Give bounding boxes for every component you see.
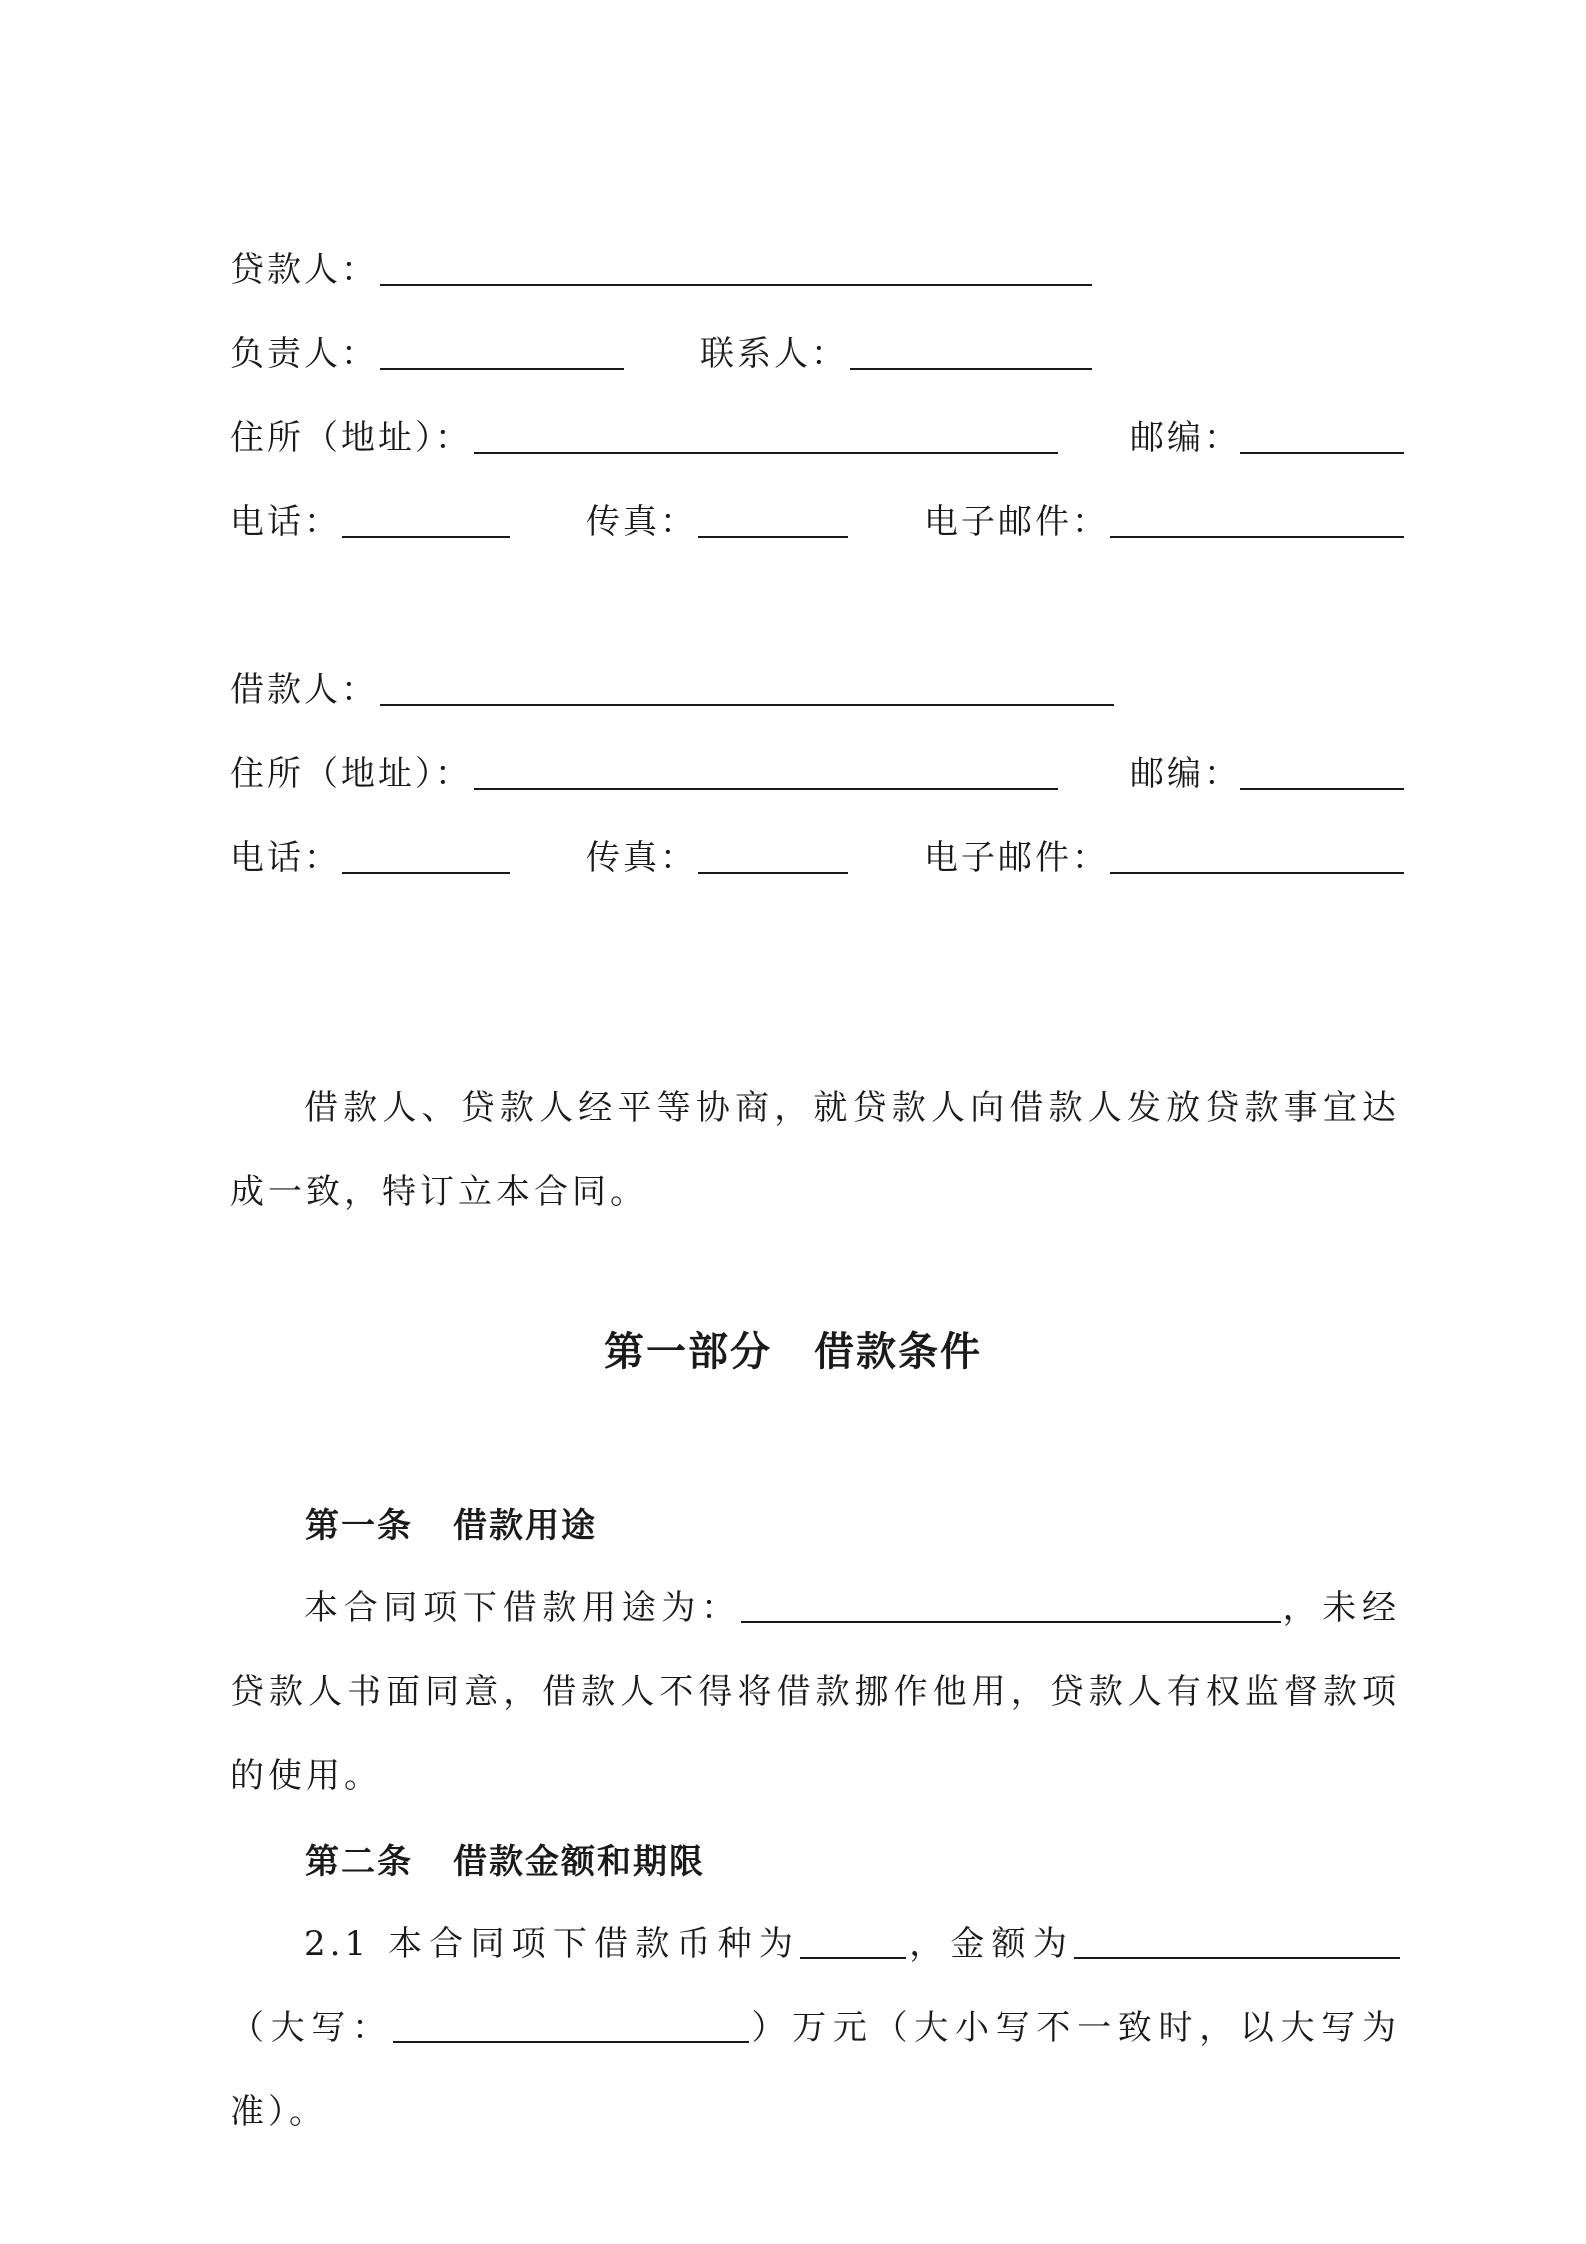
lender-email-field[interactable] xyxy=(1110,536,1404,538)
lender-phone-field[interactable] xyxy=(342,536,510,538)
contact-field[interactable] xyxy=(850,368,1092,370)
lender-name-field[interactable] xyxy=(380,284,1092,286)
article-2-number: 第二条 xyxy=(305,1842,413,1882)
amount-in-words-field[interactable] xyxy=(393,2011,749,2043)
borrower-fax-label: 传真： xyxy=(586,838,697,878)
loan-purpose-field[interactable] xyxy=(741,1591,1281,1623)
lender-address-row xyxy=(230,408,1400,468)
borrower-name-row xyxy=(230,660,1400,720)
lender-fax-field[interactable] xyxy=(698,536,848,538)
lender-name-label: 贷款人： xyxy=(230,250,378,290)
clause-2-1-text-4: ）万元（大小写不一致时，以大写为准）。 xyxy=(230,2008,1401,2132)
lender-fax-label: 传真： xyxy=(586,502,697,542)
article-2-title: 借款金额和期限 xyxy=(453,1842,705,1882)
article-1-heading xyxy=(305,1498,597,1547)
preamble-paragraph: 借款人、贷款人经平等协商，就贷款人向借款人发放贷款事宜达成一致，特订立本合同。 xyxy=(230,1088,1400,1212)
borrower-phone-field[interactable] xyxy=(342,872,510,874)
lender-contact-row xyxy=(230,492,1400,552)
borrower-contact-row xyxy=(230,828,1400,888)
borrower-address-field[interactable] xyxy=(474,788,1058,790)
lender-principal-row xyxy=(230,324,1400,384)
lender-address-label: 住所（地址）： xyxy=(230,418,472,458)
lender-phone-label: 电话： xyxy=(230,502,341,542)
article-1-text-before: 本合同项下借款用途为： xyxy=(304,1588,741,1628)
clause-2-1-number: 2.1 xyxy=(304,1924,371,1964)
clause-2-1-text-3: （大写： xyxy=(230,2008,393,2048)
borrower-email-label: 电子邮件： xyxy=(924,838,1109,878)
clause-2-1-text-1: 本合同项下借款币种为 xyxy=(388,1924,801,1964)
borrower-postcode-field[interactable] xyxy=(1240,788,1404,790)
article-1-text-after: ，未经贷款人书面同意，借款人不得将借款挪作他用，贷款人有权监督款项的使用。 xyxy=(230,1588,1401,1796)
lender-postcode-field[interactable] xyxy=(1240,452,1404,454)
borrower-name-label: 借款人： xyxy=(230,670,378,710)
lender-name-row xyxy=(230,240,1400,300)
article-1-number: 第一条 xyxy=(305,1506,413,1546)
principal-label: 负责人： xyxy=(230,334,378,374)
borrower-fax-field[interactable] xyxy=(698,872,848,874)
lender-email-label: 电子邮件： xyxy=(924,502,1109,542)
borrower-address-label: 住所（地址）： xyxy=(230,754,472,794)
borrower-address-row xyxy=(230,744,1400,804)
contact-label: 联系人： xyxy=(700,334,848,374)
borrower-email-field[interactable] xyxy=(1110,872,1404,874)
article-1-title: 借款用途 xyxy=(453,1506,597,1546)
lender-postcode-label: 邮编： xyxy=(1130,418,1241,458)
borrower-phone-label: 电话： xyxy=(230,838,341,878)
clause-2-1-text-2: ，金额为 xyxy=(906,1924,1075,1964)
borrower-name-field[interactable] xyxy=(380,704,1114,706)
part-one-title: 第一部分 借款条件 xyxy=(604,1329,982,1375)
article-1-body xyxy=(230,1566,1400,1818)
borrower-postcode-label: 邮编： xyxy=(1130,754,1241,794)
clause-2-1 xyxy=(230,1902,1400,2154)
article-2-heading xyxy=(305,1834,705,1883)
amount-numeric-field[interactable] xyxy=(1074,1927,1400,1959)
lender-address-field[interactable] xyxy=(474,452,1058,454)
principal-field[interactable] xyxy=(380,368,624,370)
currency-field[interactable] xyxy=(800,1927,906,1959)
